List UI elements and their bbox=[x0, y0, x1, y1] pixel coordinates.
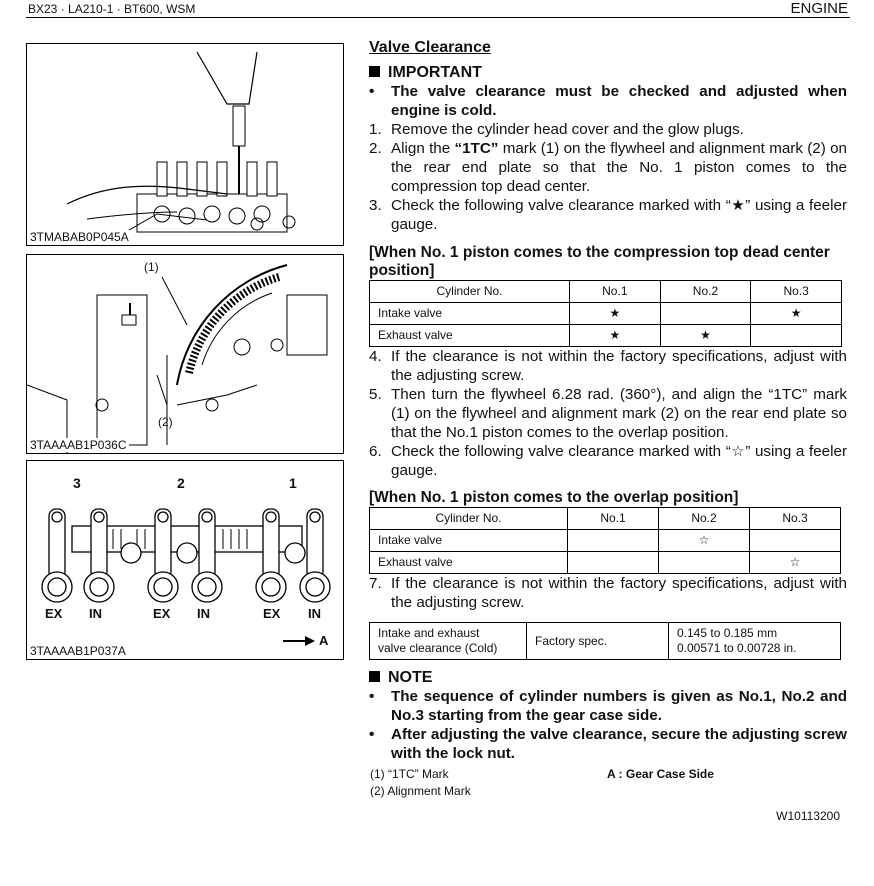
document-code: W10113200 bbox=[776, 809, 840, 823]
step-6: 6. Check the following valve clearance marked with “☆” using a feeler gauge. bbox=[369, 443, 847, 479]
ex-label-cyl3: EX bbox=[45, 606, 63, 621]
figure3-caption: 3TAAAAB1P037A bbox=[30, 644, 126, 658]
header-rule bbox=[26, 17, 850, 18]
header-model-text: BX23 · LA210-1 · BT600, WSM bbox=[28, 2, 196, 16]
step-2: 2. Align the “1TC” mark (1) on the flywheel and alignment mark (2) on the rear end plate so that the No. 1 piston comes to the compression top dead center. bbox=[369, 140, 848, 195]
in-label-cyl1: IN bbox=[308, 606, 321, 621]
table-row: Cylinder No. No.1 No.2 No.3 bbox=[370, 281, 842, 303]
table-row: Exhaust valve ☆ bbox=[370, 552, 841, 574]
valve-clearance-section bbox=[369, 38, 847, 763]
subhead-compression-tdc: [When No. 1 piston comes to the compression top dead center position] bbox=[369, 244, 830, 279]
table-row: Cylinder No. No.1 No.2 No.3 bbox=[370, 508, 841, 530]
section-title: Valve Clearance bbox=[369, 39, 491, 56]
figure-flywheel-marks bbox=[26, 254, 344, 454]
table-row: Intake valve ☆ bbox=[370, 530, 841, 552]
header-section-title: ENGINE bbox=[790, 0, 848, 17]
in-label-cyl2: IN bbox=[197, 606, 210, 621]
ex-label-cyl2: EX bbox=[153, 606, 171, 621]
square-bullet-icon bbox=[369, 671, 380, 682]
figure1-caption: 3TMABAB0P045A bbox=[30, 230, 129, 244]
step-4: 4. If the clearance is not within the factory specifications, adjust with the adjusting screw. bbox=[369, 348, 847, 384]
rocker-arm-illustration bbox=[27, 461, 343, 659]
step-5: 5. Then turn the flywheel 6.28 rad. (360°), and align the “1TC” mark (1) on the flywheel and alignment mark (2) on the rear end plate so that the No.1 piston comes to the overlap position. bbox=[369, 386, 847, 441]
ex-label-cyl1: EX bbox=[263, 606, 281, 621]
step-1: 1. Remove the cylinder head cover and the glow plugs. bbox=[369, 121, 744, 138]
table-row: Intake valve ★ ★ bbox=[370, 303, 842, 325]
figure2-caption: 3TAAAAB1P036C bbox=[30, 438, 127, 452]
cylinder-1-label: 1 bbox=[289, 475, 297, 491]
callout-label-1: (1) bbox=[144, 260, 159, 274]
table-overlap bbox=[369, 507, 841, 574]
callout-label-2: (2) bbox=[158, 415, 173, 429]
figure-feeler-gauge bbox=[26, 43, 344, 246]
spec-item-line2: valve clearance (Cold) bbox=[378, 641, 498, 655]
arrow-a-label: A bbox=[319, 633, 329, 648]
legend-item-2: (2) Alignment Mark bbox=[370, 784, 471, 798]
cylinder-2-label: 2 bbox=[177, 475, 185, 491]
feeler-gauge-illustration bbox=[27, 44, 343, 245]
important-bullet: • The valve clearance must be checked and adjusted when engine is cold. bbox=[369, 83, 847, 119]
cylinder-3-label: 3 bbox=[73, 475, 81, 491]
step-3: 3. Check the following valve clearance marked with “★” using a feeler gauge. bbox=[369, 197, 847, 233]
spec-value-in: 0.00571 to 0.00728 in. bbox=[677, 641, 797, 655]
note-heading: NOTE bbox=[369, 668, 847, 687]
table-compression-tdc bbox=[369, 280, 842, 347]
factory-spec-table bbox=[369, 622, 841, 660]
square-bullet-icon bbox=[369, 66, 380, 77]
note-bullet-2: • After adjusting the valve clearance, secure the adjusting screw with the lock nut. bbox=[369, 726, 847, 762]
legend-item-1: (1) “1TC” Mark bbox=[370, 767, 449, 781]
important-heading: IMPORTANT bbox=[369, 63, 847, 82]
legend-item-a: A : Gear Case Side bbox=[607, 767, 714, 781]
table-row bbox=[370, 623, 841, 660]
in-label-cyl3: IN bbox=[89, 606, 102, 621]
figure-valve-arrangement bbox=[26, 460, 344, 660]
spec-item-line1: Intake and exhaust bbox=[378, 626, 480, 640]
spec-value-mm: 0.145 to 0.185 mm bbox=[677, 626, 778, 640]
flywheel-illustration bbox=[27, 255, 343, 453]
step-7: 7. If the clearance is not within the factory specifications, adjust with the adjusting screw. bbox=[369, 575, 847, 611]
spec-label: Factory spec. bbox=[527, 623, 669, 660]
subhead-overlap: [When No. 1 piston comes to the overlap position] bbox=[369, 489, 739, 506]
note-bullet-1: • The sequence of cylinder numbers is given as No.1, No.2 and No.3 starting from the gear case side. bbox=[369, 688, 847, 724]
table-row: Exhaust valve ★ ★ bbox=[370, 325, 842, 347]
